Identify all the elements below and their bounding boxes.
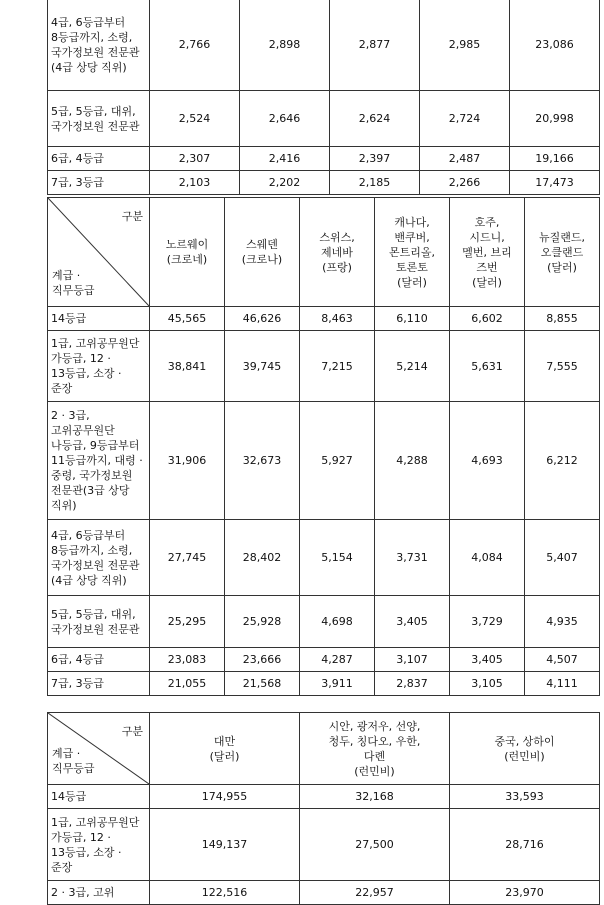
value-cell: 2,202 bbox=[240, 171, 330, 195]
value-cell: 5,631 bbox=[450, 331, 525, 402]
table-row bbox=[48, 147, 600, 171]
value-cell: 2,624 bbox=[330, 91, 420, 147]
column-header: 호주, 시드니, 멜번, 브리 즈번 (달러) bbox=[450, 198, 525, 307]
value-cell: 32,168 bbox=[300, 785, 450, 809]
value-cell: 4,111 bbox=[525, 672, 600, 696]
grade-label: 5급, 5등급, 대위, 국가정보원 전문관 bbox=[48, 91, 150, 147]
value-cell: 5,927 bbox=[300, 402, 375, 520]
value-cell: 3,105 bbox=[450, 672, 525, 696]
column-header: 노르웨이 (크로네) bbox=[150, 198, 225, 307]
table-row bbox=[48, 596, 600, 648]
value-cell: 45,565 bbox=[150, 307, 225, 331]
value-cell: 31,906 bbox=[150, 402, 225, 520]
value-cell: 3,731 bbox=[375, 520, 450, 596]
table-row bbox=[48, 171, 600, 195]
value-cell: 8,855 bbox=[525, 307, 600, 331]
table-row bbox=[48, 672, 600, 696]
value-cell: 46,626 bbox=[225, 307, 300, 331]
value-cell: 21,055 bbox=[150, 672, 225, 696]
value-cell: 38,841 bbox=[150, 331, 225, 402]
grade-label: 1급, 고위공무원단 가등급, 12 · 13등급, 소장 · 준장 bbox=[48, 809, 150, 881]
value-cell: 23,083 bbox=[150, 648, 225, 672]
value-cell: 27,745 bbox=[150, 520, 225, 596]
value-cell: 3,911 bbox=[300, 672, 375, 696]
grade-label: 4급, 6등급부터 8등급까지, 소령, 국가정보원 전문관(4급 상당 직위) bbox=[48, 0, 150, 91]
value-cell: 3,107 bbox=[375, 648, 450, 672]
table-row bbox=[48, 331, 600, 402]
grade-label: 5급, 5등급, 대위, 국가정보원 전문관 bbox=[48, 596, 150, 648]
header-row bbox=[48, 198, 600, 307]
value-cell: 2,185 bbox=[330, 171, 420, 195]
table-row bbox=[48, 402, 600, 520]
value-cell: 25,295 bbox=[150, 596, 225, 648]
value-cell: 25,928 bbox=[225, 596, 300, 648]
value-cell: 5,407 bbox=[525, 520, 600, 596]
grade-label: 7급, 3등급 bbox=[48, 171, 150, 195]
value-cell: 19,166 bbox=[510, 147, 600, 171]
value-cell: 2,898 bbox=[240, 0, 330, 91]
table-row bbox=[48, 0, 600, 91]
value-cell: 5,214 bbox=[375, 331, 450, 402]
value-cell: 2,487 bbox=[420, 147, 510, 171]
grade-label: 2 · 3급, 고위 bbox=[48, 881, 150, 905]
value-cell: 6,212 bbox=[525, 402, 600, 520]
value-cell: 5,154 bbox=[300, 520, 375, 596]
table-row bbox=[48, 809, 600, 881]
table-row bbox=[48, 307, 600, 331]
value-cell: 2,646 bbox=[240, 91, 330, 147]
salary-table-continued bbox=[47, 0, 600, 195]
value-cell: 23,970 bbox=[450, 881, 600, 905]
table-row bbox=[48, 91, 600, 147]
table-row bbox=[48, 881, 600, 905]
table-row bbox=[48, 648, 600, 672]
value-cell: 3,405 bbox=[450, 648, 525, 672]
salary-table-europe-oceania bbox=[47, 197, 600, 696]
value-cell: 7,555 bbox=[525, 331, 600, 402]
value-cell: 2,724 bbox=[420, 91, 510, 147]
corner-header-cell bbox=[48, 713, 150, 785]
grade-label: 7급, 3등급 bbox=[48, 672, 150, 696]
value-cell: 4,084 bbox=[450, 520, 525, 596]
value-cell: 28,716 bbox=[450, 809, 600, 881]
column-header: 중국, 상하이 (런민비) bbox=[450, 713, 600, 785]
corner-bottom-label: 계급 · 직무등급 bbox=[52, 747, 95, 775]
table-row bbox=[48, 785, 600, 809]
column-header: 스웨덴 (크로나) bbox=[225, 198, 300, 307]
value-cell: 8,463 bbox=[300, 307, 375, 331]
corner-top-label: 구분 bbox=[121, 210, 143, 223]
column-header: 뉴질랜드, 오클랜드 (달러) bbox=[525, 198, 600, 307]
value-cell: 122,516 bbox=[150, 881, 300, 905]
corner-header-cell bbox=[48, 198, 150, 307]
value-cell: 6,110 bbox=[375, 307, 450, 331]
value-cell: 2,837 bbox=[375, 672, 450, 696]
value-cell: 3,729 bbox=[450, 596, 525, 648]
value-cell: 7,215 bbox=[300, 331, 375, 402]
grade-label: 2 · 3급, 고위공무원단 나등급, 9등급부터 11등급까지, 대령 · 중령, 국가정보원 전문관(3급 상당 직위) bbox=[48, 402, 150, 520]
value-cell: 4,935 bbox=[525, 596, 600, 648]
value-cell: 2,397 bbox=[330, 147, 420, 171]
value-cell: 4,693 bbox=[450, 402, 525, 520]
column-header: 시안, 광저우, 선양, 청두, 칭다오, 우한, 다롄 (런민비) bbox=[300, 713, 450, 785]
value-cell: 174,955 bbox=[150, 785, 300, 809]
value-cell: 33,593 bbox=[450, 785, 600, 809]
value-cell: 28,402 bbox=[225, 520, 300, 596]
value-cell: 149,137 bbox=[150, 809, 300, 881]
header-row bbox=[48, 713, 600, 785]
column-header: 대만 (달러) bbox=[150, 713, 300, 785]
value-cell: 6,602 bbox=[450, 307, 525, 331]
grade-label: 4급, 6등급부터 8등급까지, 소령, 국가정보원 전문관(4급 상당 직위) bbox=[48, 520, 150, 596]
grade-label: 14등급 bbox=[48, 785, 150, 809]
grade-label: 1급, 고위공무원단 가등급, 12 · 13등급, 소장 · 준장 bbox=[48, 331, 150, 402]
value-cell: 39,745 bbox=[225, 331, 300, 402]
value-cell: 23,666 bbox=[225, 648, 300, 672]
value-cell: 21,568 bbox=[225, 672, 300, 696]
column-header: 캐나다, 밴쿠버, 몬트리올, 토론토 (달러) bbox=[375, 198, 450, 307]
value-cell: 4,698 bbox=[300, 596, 375, 648]
grade-label: 6급, 4등급 bbox=[48, 147, 150, 171]
value-cell: 2,524 bbox=[150, 91, 240, 147]
salary-table-asia bbox=[47, 712, 600, 905]
corner-top-label: 구분 bbox=[121, 725, 143, 738]
value-cell: 2,877 bbox=[330, 0, 420, 91]
table-row bbox=[48, 520, 600, 596]
grade-label: 6급, 4등급 bbox=[48, 648, 150, 672]
value-cell: 4,287 bbox=[300, 648, 375, 672]
value-cell: 4,507 bbox=[525, 648, 600, 672]
value-cell: 20,998 bbox=[510, 91, 600, 147]
value-cell: 27,500 bbox=[300, 809, 450, 881]
value-cell: 2,416 bbox=[240, 147, 330, 171]
value-cell: 2,985 bbox=[420, 0, 510, 91]
corner-bottom-label: 계급 · 직무등급 bbox=[52, 269, 95, 297]
value-cell: 3,405 bbox=[375, 596, 450, 648]
value-cell: 32,673 bbox=[225, 402, 300, 520]
value-cell: 2,103 bbox=[150, 171, 240, 195]
value-cell: 4,288 bbox=[375, 402, 450, 520]
column-header: 스위스, 제네바 (프랑) bbox=[300, 198, 375, 307]
value-cell: 2,766 bbox=[150, 0, 240, 91]
grade-label: 14등급 bbox=[48, 307, 150, 331]
value-cell: 17,473 bbox=[510, 171, 600, 195]
value-cell: 22,957 bbox=[300, 881, 450, 905]
value-cell: 23,086 bbox=[510, 0, 600, 91]
value-cell: 2,266 bbox=[420, 171, 510, 195]
value-cell: 2,307 bbox=[150, 147, 240, 171]
